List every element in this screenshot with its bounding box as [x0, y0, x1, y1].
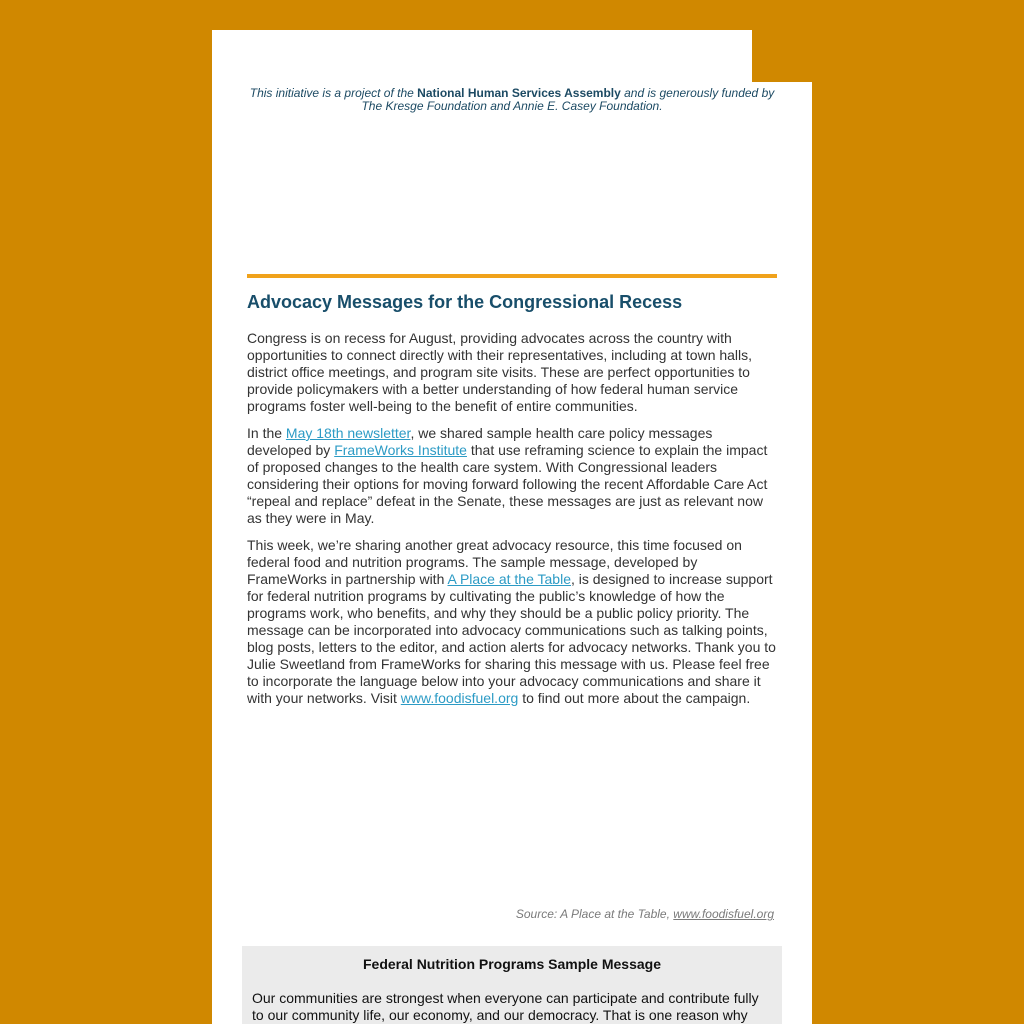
credit-organization: National Human Services Assembly: [417, 86, 621, 100]
paragraph-recess: Congress is on recess for August, providing advocates across the country with opportunities to connect directly with their representatives, including at town halls, district office meetings, and program site visits. These are perfect opportunities to provide policymakers with a better understanding of how federal human service programs foster well-being to the benefit of entire communities.: [247, 330, 753, 414]
sample-message-text: Our communities are strongest when everyone can participate and contribute fully to our community life, our economy, and our democracy. That is one reason why: [252, 990, 759, 1023]
p2-text-c: that use reframing science to explain the impact of proposed changes to the health care system. With Congressional leaders considering their options for moving forward following the recent Affordable Care Act “repeal and replace” defeat in the Senate, these messages are just as relevant now as they were in May.: [247, 442, 768, 526]
p3-text-b: , is designed to increase support for federal nutrition programs by cultivating the public’s knowledge of how the programs work, who benefits, and why they should be a public policy priority. The message can be incorporated into advocacy communications such as talking points, blog posts, letters to the editor, and action alerts for advocacy networks. Thank you to Julie Sweetland from FrameWorks for sharing this message with us. Please feel free to incorporate the language below into your advocacy communications and share it with your networks. Visit: [247, 571, 776, 706]
paragraph-nutrition: [247, 537, 777, 707]
credit-tail: and is generously funded by The Kresge Foundation and Annie E. Casey Foundation.: [361, 86, 775, 113]
p3-text-a: This week, we’re sharing another great advocacy resource, this time focused on federal food and nutrition programs. The sample message, developed by FrameWorks in partnership with: [247, 537, 742, 587]
credit-lead: This initiative is a project of the: [249, 86, 418, 100]
p2-text-a: In the: [247, 425, 286, 441]
may-newsletter-link[interactable]: May 18th newsletter: [285, 425, 411, 441]
card-corner-notch: [752, 30, 812, 82]
paragraph-health-care: [247, 425, 777, 527]
p2-text-b: , we shared sample health care policy messages developed by: [247, 425, 713, 458]
sample-message-title: Federal Nutrition Programs Sample Message: [363, 956, 661, 972]
funding-credit: [247, 87, 777, 113]
image-source-caption: [247, 907, 774, 921]
accent-divider: [247, 274, 777, 278]
article-title: Advocacy Messages for the Congressional Recess: [247, 292, 683, 312]
source-link[interactable]: www.foodisfuel.org: [673, 907, 774, 921]
sample-message-box: [242, 946, 782, 1024]
source-label: Source: A Place at the Table,: [515, 907, 674, 921]
frameworks-institute-link[interactable]: FrameWorks Institute: [334, 442, 467, 458]
foodisfuel-link[interactable]: www.foodisfuel.org: [400, 690, 519, 706]
p3-text-c: to find out more about the campaign.: [518, 690, 751, 706]
article-body: [247, 330, 777, 717]
place-at-the-table-link[interactable]: A Place at the Table: [447, 571, 571, 587]
